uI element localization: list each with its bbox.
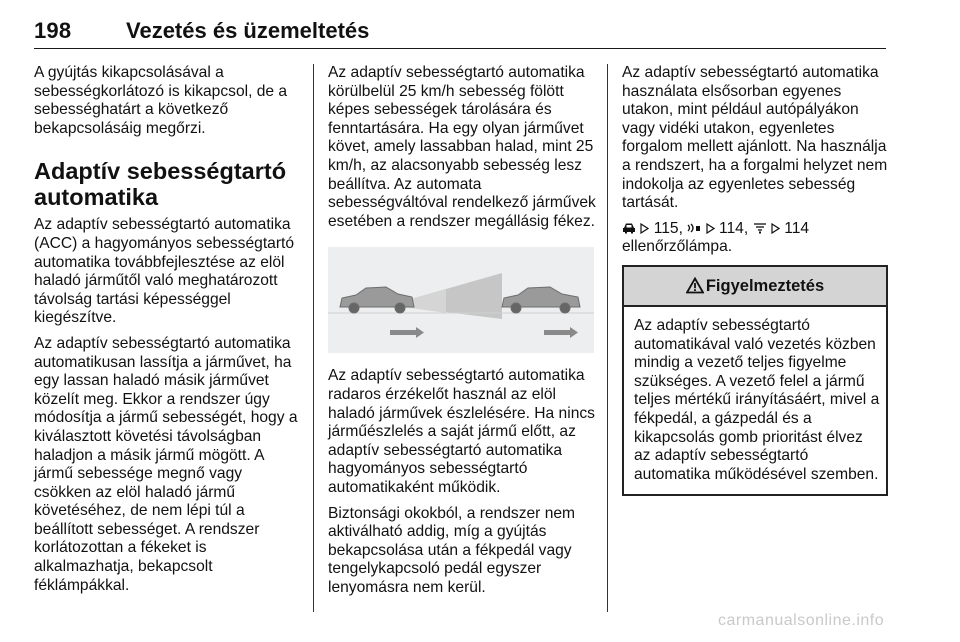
warning-body [624, 307, 886, 494]
triangle-arrow-icon [706, 223, 715, 234]
section-heading: Adaptív sebességtartó automatika [34, 158, 287, 211]
acc-description-paragraph: Az adaptív sebességtartó automatika (ACC) a hagyományos sebességtartó automatika továbbfejlesztése az elöl haladó járműtől való meghatározott távolság tartási képességgel kiegészítve. [34, 216, 295, 327]
triangle-arrow-icon [640, 223, 649, 234]
acc-radar-illustration [328, 247, 594, 353]
chapter-title: Vezetés és üzemeltetés [126, 18, 370, 43]
safety-activation-paragraph: Biztonsági okokból, a rendszer nem aktiválható addig, míg a gyújtás bekapcsolása után a fékpedál vagy tengelykapcsoló pedál egyszer lenyomásra nem kerül. [328, 504, 576, 596]
speed-range-paragraph: Az adaptív sebességtartó automatika körülbelül 25 km/h sebesség fölött képes sebességek tárolására és fenntartására. Ha egy olyan járművet követ, amely lassabban halad, mint 25 km/h, az alacsonyabb sebesség lesz beállítva. Az automata sebességváltóval rendelkező járművek esetében a rendszer megállásig fékez. [328, 64, 596, 230]
triangle-arrow-icon [771, 223, 780, 234]
watermark-text: carmanualsonline.info [718, 612, 885, 629]
reference-separator: , [743, 219, 749, 237]
warning-text: Az adaptív sebességtartó automatikával való vezetés közben mindig a vezető teljes figyelme szükséges. A vezető felel a jármű teljes mértékű irányításáért, mivel a fékpedál, a gázpedál és a kikapcsolás gomb prioritást élvez az adaptív sebességtartó automatika működésével szemben. [634, 316, 880, 483]
indicator-reference-line [622, 220, 888, 239]
car-front-icon [622, 222, 636, 234]
usage-recommendation-paragraph: Az adaptív sebességtartó automatika használata elsősorban egyenes utakon, mint például autópályákon vagy vidéki utakon, egyenletes forgalom mellett ajánlott. Na használja a rendszert, ha a forgalmi helyzet nem indokolja az egyenletes sebesség tartását. [622, 64, 888, 212]
car-distance-icon [687, 222, 701, 234]
radar-sensor-paragraph: Az adaptív sebességtartó automatika radaros érzékelőt használ az elöl haladó járművek észlelésére. Ha nincs járműészlelés a saját jármű előtt, az adaptív sebességtartó automatika hagyományos sebességtartó automatikaként működik. [328, 367, 595, 496]
warning-box [622, 265, 888, 496]
column-divider [607, 64, 608, 612]
column-middle [328, 64, 596, 604]
page-reference: 114 [784, 219, 810, 237]
warning-triangle-icon [686, 277, 704, 294]
acc-operation-paragraph: Az adaptív sebességtartó automatika automatikusan lassítja a járművet, ha egy lassan haladó másik járművet közelít meg. Ekkor a rendszer úgy módosítja a jármű sebességét, hogy a kiválasztott követési távolságban haladjon a másik jármű mögött. A jármű sebessége megnő vagy csökken az elöl haladó jármű követéséhez, de nem lépi túl a beállított sebességet. A rendszer korlátozottan a fékeket is alkalmazhatja, bekapcsolt féklámpákkal. [34, 334, 298, 594]
column-divider [313, 64, 314, 612]
page-header [34, 2, 886, 49]
indicator-reference-suffix: ellenőrzőlámpa. [622, 238, 733, 256]
warning-header [624, 267, 886, 307]
column-left [34, 64, 302, 602]
car-follow-icon [753, 222, 767, 234]
intro-paragraph: A gyújtás kikapcsolásával a sebességkorlátozó is kikapcsol, de a sebességhatárt a következő bekapcsolásáig megőrzi. [34, 64, 288, 137]
page-reference: 115 [653, 219, 679, 237]
page-reference: 114 [718, 219, 744, 237]
reference-separator: , [678, 219, 683, 237]
warning-title: Figyelmeztetés [705, 276, 825, 295]
page-number: 198 [34, 18, 72, 43]
column-right [622, 64, 888, 496]
